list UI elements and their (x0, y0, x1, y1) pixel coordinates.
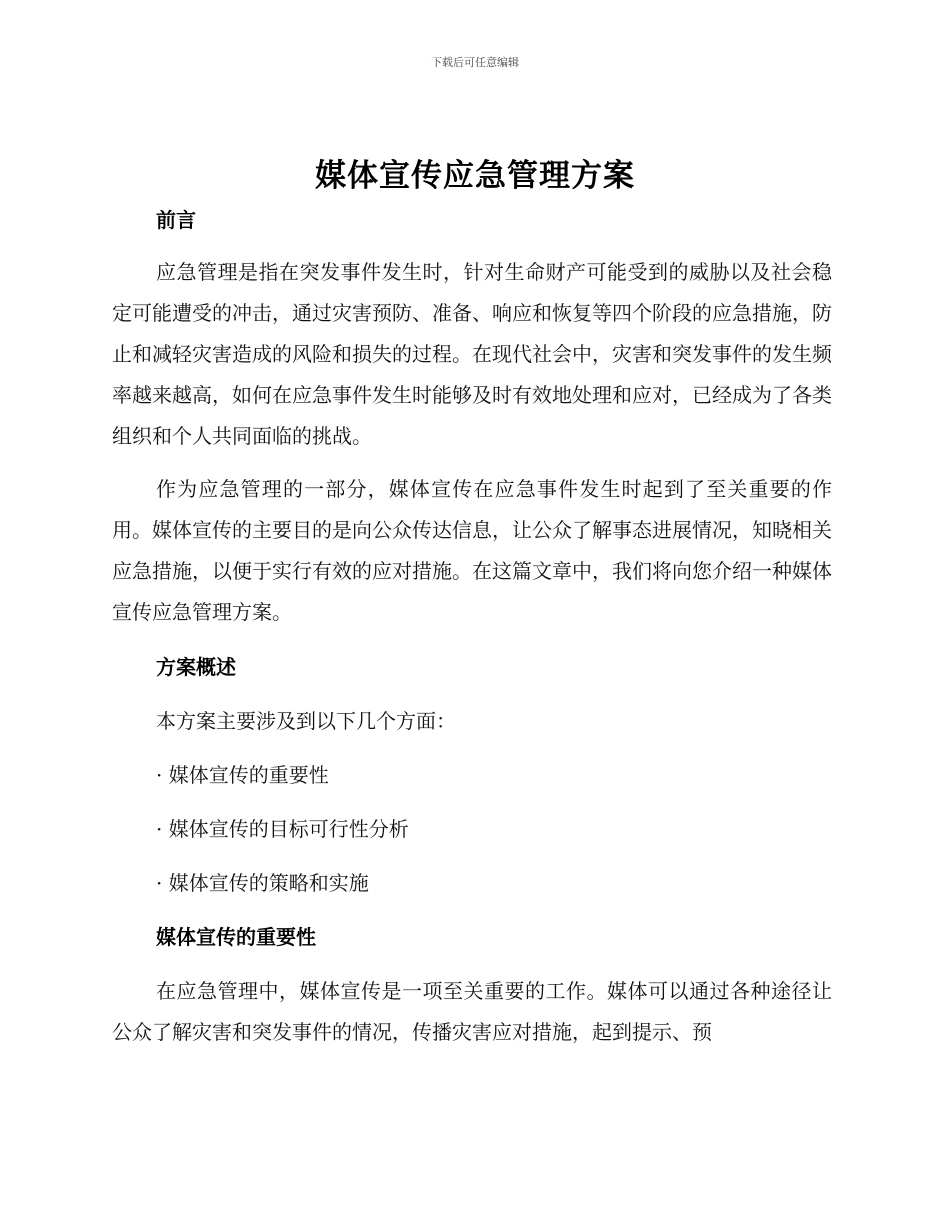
overview-list (112, 755, 832, 903)
section-heading-overview: 方案概述 (156, 655, 236, 679)
page-header-note: 下载后可任意编辑 (431, 56, 519, 69)
list-item: · 媒体宣传的重要性 (156, 763, 329, 787)
list-item: · 媒体宣传的目标可行性分析 (156, 817, 409, 841)
document-body (112, 200, 832, 1053)
overview-intro: 本方案主要涉及到以下几个方面： (156, 709, 456, 733)
importance-paragraph-1: 在应急管理中，媒体宣传是一项至关重要的工作。媒体可以通过各种途径让公众了解灾害和突发事件的情况，传播灾害应对措施，起到提示、预 (112, 979, 832, 1044)
preface-paragraph-1: 应急管理是指在突发事件发生时，针对生命财产可能受到的威胁以及社会稳定可能遭受的冲击，通过灾害预防、准备、响应和恢复等四个阶段的应急措施，防止和减轻灾害造成的风险和损失的过程。在现代社会中，灾害和突发事件的发生频率越来越高，如何在应急事件发生时能够及时有效地处理和应对，已经成为了各类组织和个人共同面临的挑战。 (112, 260, 832, 448)
section-heading-importance: 媒体宣传的重要性 (156, 925, 316, 949)
section-heading-preface: 前言 (156, 208, 196, 232)
preface-paragraph-2: 作为应急管理的一部分，媒体宣传在应急事件发生时起到了至关重要的作用。媒体宣传的主要目的是向公众传达信息，让公众了解事态进展情况，知晓相关应急措施，以便于实行有效的应对措施。在这篇文章中，我们将向您介绍一种媒体宣传应急管理方案。 (112, 477, 832, 624)
document-title: 媒体宣传应急管理方案 (315, 158, 635, 194)
list-item: · 媒体宣传的策略和实施 (156, 871, 369, 895)
